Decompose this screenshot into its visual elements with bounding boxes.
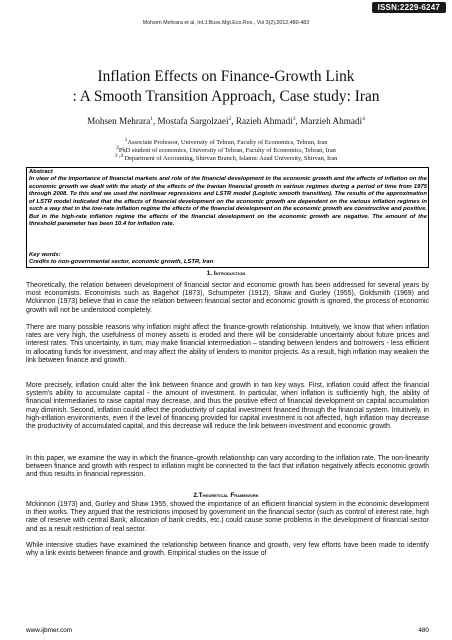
affiliation	[20, 136, 432, 146]
affiliation-text: PhD student of economics, University of Tehran, Faculty of Economics, Tehran, Iran	[118, 147, 336, 154]
author-sup: 2	[228, 115, 232, 122]
author-sup: 1	[150, 115, 153, 122]
body-paragraph: There are many possible reasons why inflation might affect the finance-growth relationship. Intuitively, we know that when inflation rates are very high, the usefulness of money assets is eroded and there will be considerable uncertainty about future prices and interest rates. This uncertainty, in turn, may make financial intermediation – standing between lenders and borrowers - less efficient in allocating funds for investment, and may affect the ability of lenders to monitor projects. As a result, high inflation may weaken the link between finance and growth.	[26, 324, 429, 364]
section-heading-theoretical-framework	[0, 492, 452, 499]
page-number: 480	[418, 627, 429, 634]
affiliation-sup: 2	[116, 144, 119, 151]
affiliation-sup: 1	[124, 136, 128, 143]
affiliation-text: Department of Accounting, Shirvan Branch, Islamic Azad University, Shirvan, Iran	[122, 155, 338, 162]
abstract-text: In view of the importance of financial markets and role of the financial development in the economic growth and the effects of inflation on the economic growth we dealt with the study of the effects of the Iranian financial growth in various regimes during a period of time from 1975 through 2008. To this end we used the nonlinear regressions and LSTR model (Logistic smooth transition). The results of the approximation of LSTR model indicated that the effects of financial development on the economic growth are dependent on the various inflation regimes in such a way that in the low-rate inflation regime the effects of the financial development on the economic growth are constructive and positive. But in the high-rate inflation regime the effects of the financial development on the economic growth are negative. The amount of the threshold parameter has been 10.4 for inflation rate.	[29, 176, 427, 227]
issn-badge: ISSN:2229-6247	[372, 2, 446, 13]
author-list: Mohsen Mehrara$^1$, Mostafa Sargolzaei$^2$, Razieh Ahmadi$^3$, Marzieh Ahmadi$^4$	[87, 115, 365, 126]
footer-url: www.ijbmer.com	[26, 627, 73, 634]
keywords-heading: Key words:	[29, 252, 61, 258]
section-number: 1.	[206, 270, 213, 277]
keywords-text: Credits to non-governmental sector, economic growth, LSTR, Iran	[29, 259, 214, 265]
author-name: Razieh Ahmadi	[235, 116, 293, 126]
affiliation	[20, 152, 432, 162]
body-paragraph: While intensive studies have examined the relationship between finance and growth, very few efforts have been made to identify why a link exists between finance and growth. Empirical studies on the issue of	[26, 542, 429, 558]
section-title: Introduction	[213, 270, 246, 277]
section-number: 2.	[193, 492, 199, 499]
affiliation-sup: 3 ,4	[114, 152, 123, 159]
abstract-heading: Abstract	[29, 169, 53, 175]
author-name: Mostafa Sargolzaei	[157, 116, 229, 126]
section-title: Theoretical Framework	[198, 492, 259, 499]
author-sup: 4	[362, 115, 365, 122]
title-line-1: Inflation Effects on Finance-Growth Link	[97, 68, 355, 85]
author-sup: 3	[292, 115, 296, 122]
paper-title	[30, 67, 422, 106]
affiliation	[20, 144, 432, 154]
body-paragraph: More precisely, inflation could alter the link between finance and growth in two key ways. First, inflation could affect the financial system's ability to accumulate capital - the amount of investment. In particular, when inflation is sufficiently high, the ability of financial intermediaries to raise capital may decrease, and thus the positive effect of financial development on capital accumulation may diminish. Second, inflation could affect the productivity of capital investment financed through the financial system. Intuitively, in high-inflation environments, even if the level of financing provided for capital investment is not affected, high inflation may decrease the productivity of accumulated capital, and this decrease will reduce the link between investment and economic growth.	[26, 382, 429, 431]
author-name: Mohsen Mehrara	[87, 116, 151, 126]
section-heading-introduction	[0, 270, 452, 277]
body-paragraph: Theoretically, the relation between development of financial sector and economic growth has been addressed for several years by most economists. Economists such as Bagehot (1873), Schumpeter (1912), Shaw and Gurley (1955), Goldsmith (1969) and Mckinnon (1973) believe that in case the relation between financial sector and economic growth is ignored, the process of economic growth will not be understood completely.	[26, 282, 429, 314]
author-name: Marzieh Ahmadi	[300, 116, 363, 126]
body-paragraph: In this paper, we examine the way in which the finance–growth relationship can vary according to the inflation rate. The non-linearity between finance and growth with respect to inflation might be connected to the fact that inflation negatively affects economic growth and thus results in financial repression.	[26, 455, 429, 479]
running-head: Mohsen Mehrara et al, Int.J.Buss.Mgt.Eco.Res., Vol 3(2),2012,480-483	[142, 20, 310, 26]
affiliation-text: Associate Professor, University of Tehran, Faculty of Economics, Tehran, Iran	[127, 139, 328, 146]
body-paragraph: Mckinnon (1973) and, Gurley and Shaw 1955, showed the importance of an efficient financial system in the economic development in their works. They argued that the restrictions imposed by government on the financial sector (such as control of interest rate, high rate of reserve with central Bank, allocation of bank credits, etc.) could cause some problems in the development of financial sector and as a result restriction of real sector.	[26, 501, 429, 533]
title-line-2: : A Smooth Transition Approach, Case study: Iran	[72, 87, 380, 105]
